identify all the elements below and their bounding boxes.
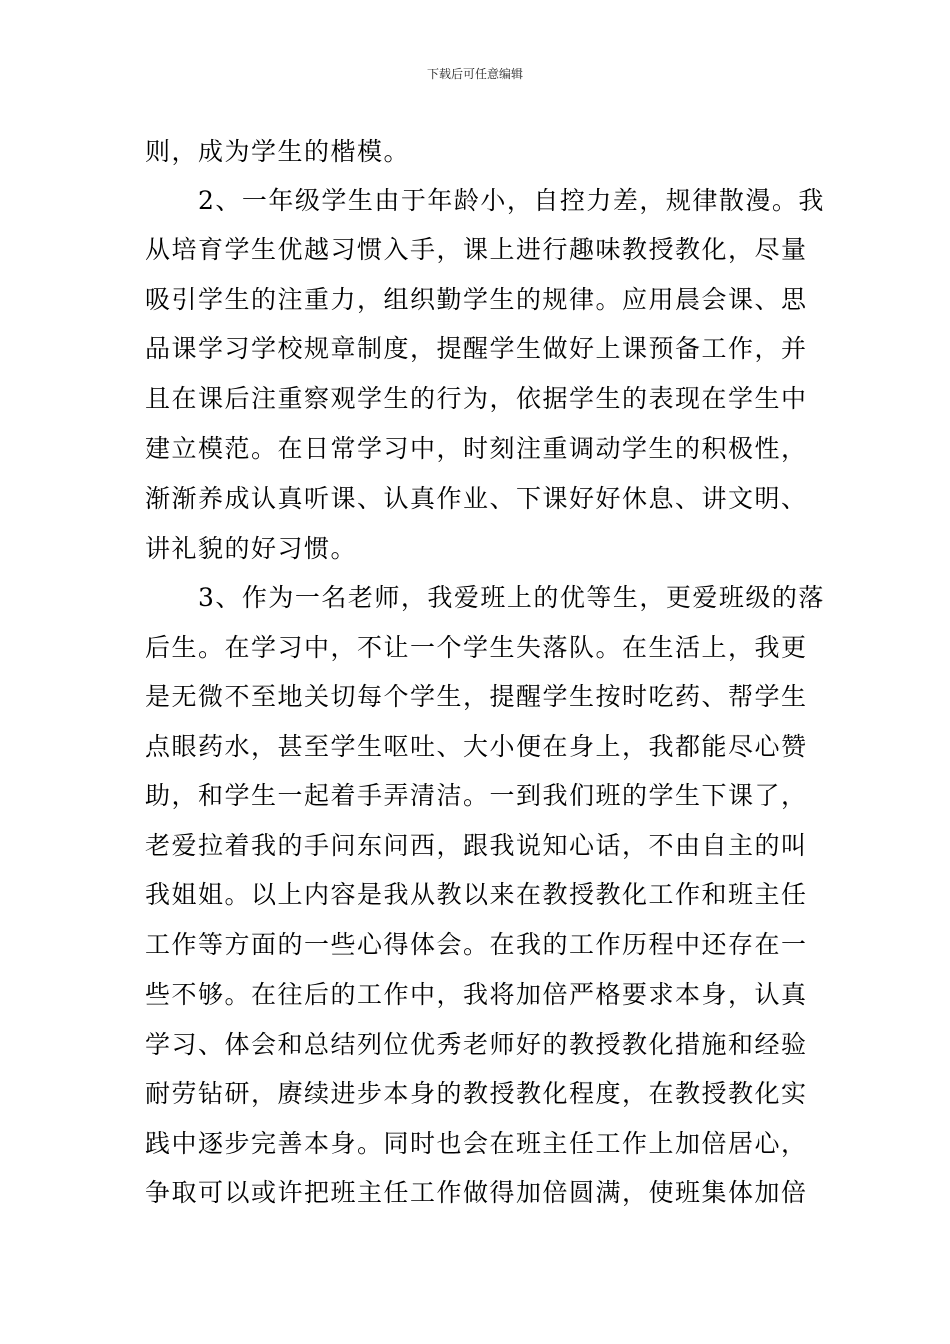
- text-line: 后生。在学习中，不让一个学生失落队。在生活上，我更: [145, 633, 808, 662]
- page-header: 下载后可任意编辑: [426, 67, 523, 81]
- text-line: 工作等方面的一些心得体会。在我的工作历程中还存在一: [145, 930, 808, 959]
- text-line: 践中逐步完善本身。同时也会在班主任工作上加倍居心，: [145, 1129, 808, 1158]
- text-line: 是无微不至地关切每个学生，提醒学生按时吃药、帮学生: [145, 682, 808, 711]
- text-line: 些不够。在往后的工作中，我将加倍严格要求本身，认真: [145, 980, 808, 1009]
- text-line: 耐劳钻研，赓续进步本身的教授教化程度，在教授教化实: [145, 1079, 808, 1108]
- text-line: 从培育学生优越习惯入手，课上进行趣味教授教化，尽量: [145, 235, 808, 264]
- text-line: 渐渐养成认真听课、认真作业、下课好好休息、讲文明、: [145, 484, 808, 513]
- text-line: 则，成为学生的楷模。: [145, 137, 411, 166]
- text-line: 建立模范。在日常学习中，时刻注重调动学生的积极性，: [145, 434, 808, 463]
- text-line: 点眼药水，甚至学生呕吐、大小便在身上，我都能尽心赞: [145, 732, 808, 761]
- text-line: 争取可以或许把班主任工作做得加倍圆满，使班集体加倍: [145, 1178, 808, 1207]
- text-line: 吸引学生的注重力，组织勤学生的规律。应用晨会课、思: [145, 285, 808, 314]
- text-line: 我姐姐。以上内容是我从教以来在教授教化工作和班主任: [145, 880, 808, 909]
- text-line: 品课学习学校规章制度，提醒学生做好上课预备工作，并: [145, 334, 808, 363]
- text-line: 老爱拉着我的手问东问西，跟我说知心话，不由自主的叫: [145, 831, 808, 860]
- text-line: 助，和学生一起着手弄清洁。一到我们班的学生下课了，: [145, 781, 808, 810]
- text-line: 3、作为一名老师，我爱班上的优等生，更爱班级的落: [145, 583, 825, 612]
- text-line: 2、一年级学生由于年龄小，自控力差，规律散漫。我: [145, 186, 825, 215]
- text-line: 且在课后注重察观学生的行为，依据学生的表现在学生中: [145, 384, 808, 413]
- text-line: 讲礼貌的好习惯。: [145, 534, 358, 563]
- text-line: 学习、体会和总结列位优秀老师好的教授教化措施和经验: [145, 1030, 808, 1059]
